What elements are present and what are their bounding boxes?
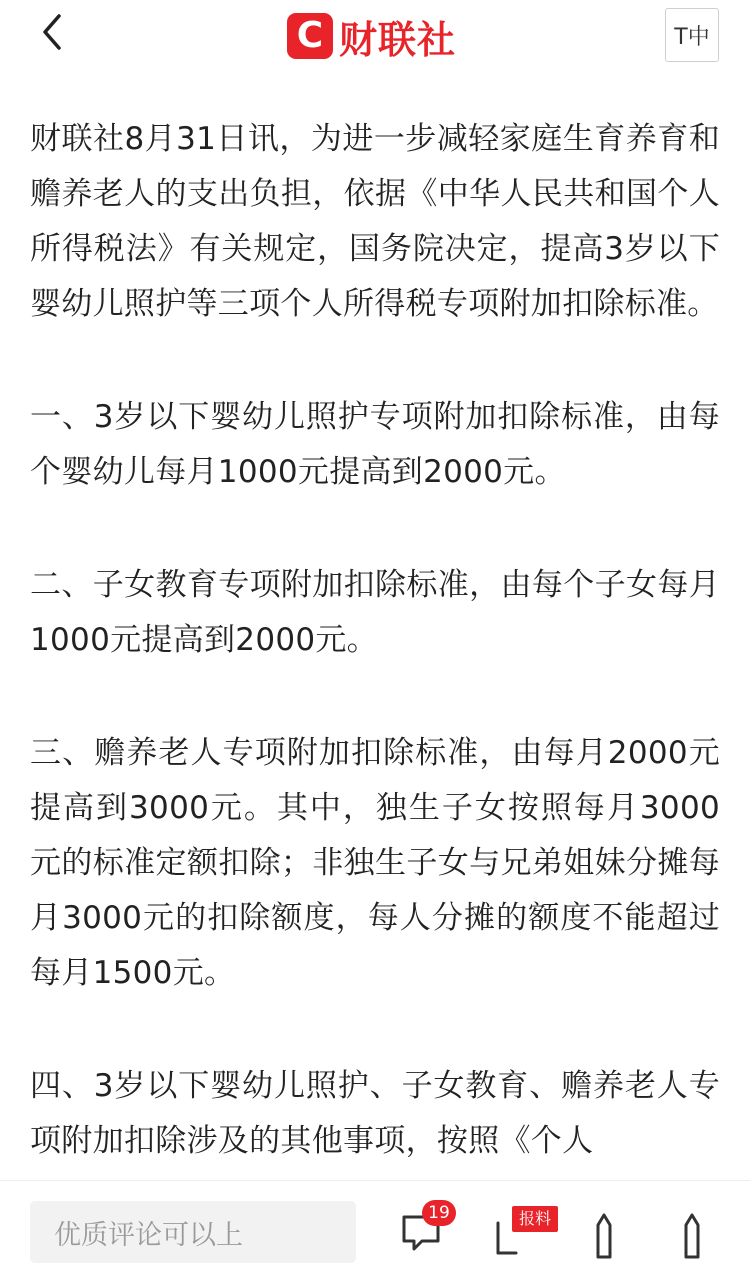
share-button[interactable] <box>674 1211 710 1261</box>
article-paragraph: 一、3岁以下婴幼儿照护专项附加扣除标准，由每个婴幼儿每月1000元提高到2000元。 <box>30 399 720 490</box>
article-paragraph: 三、赡养老人专项附加扣除标准，由每月2000元提高到3000元。其中，独生子女按照每月3000元的标准定额扣除；非独生子女与兄弟姐妹分摊每月3000元的扣除额度，每人分摊的额度不能超过每月1500元。 <box>30 735 720 991</box>
article-body <box>30 112 720 1180</box>
article-paragraph: 二、子女教育专项附加扣除标准，由每个子女每月1000元提高到2000元。 <box>30 567 720 658</box>
chevron-left-icon <box>39 12 65 52</box>
logo-text: 财联社 <box>339 17 457 62</box>
logo-mark: C <box>287 13 333 59</box>
collect-icon <box>586 1211 622 1261</box>
back-button[interactable] <box>28 8 76 56</box>
app-logo <box>287 12 456 60</box>
article-paragraph: 财联社8月31日讯，为进一步减轻家庭生育养育和赡养老人的支出负担，依据《中华人民共和国个人所得税法》有关规定，国务院决定，提高3岁以下婴幼儿照护等三项个人所得税专项附加扣除标准。 <box>30 121 720 322</box>
comment-input[interactable] <box>30 1201 356 1263</box>
collect-button[interactable] <box>586 1211 622 1261</box>
article-paragraph: 四、3岁以下婴幼儿照护、子女教育、赡养老人专项附加扣除涉及的其他事项，按照《个人 <box>30 1068 720 1159</box>
top-nav-bar <box>0 0 750 82</box>
bottom-action-bar <box>0 1180 750 1287</box>
share-icon <box>674 1211 710 1261</box>
comment-count-badge: 19 <box>422 1200 456 1226</box>
font-size-button[interactable]: T中 <box>665 8 719 62</box>
tipoff-label: 报料 <box>512 1206 558 1232</box>
comment-placeholder: 优质评论可以上 <box>54 1219 243 1251</box>
